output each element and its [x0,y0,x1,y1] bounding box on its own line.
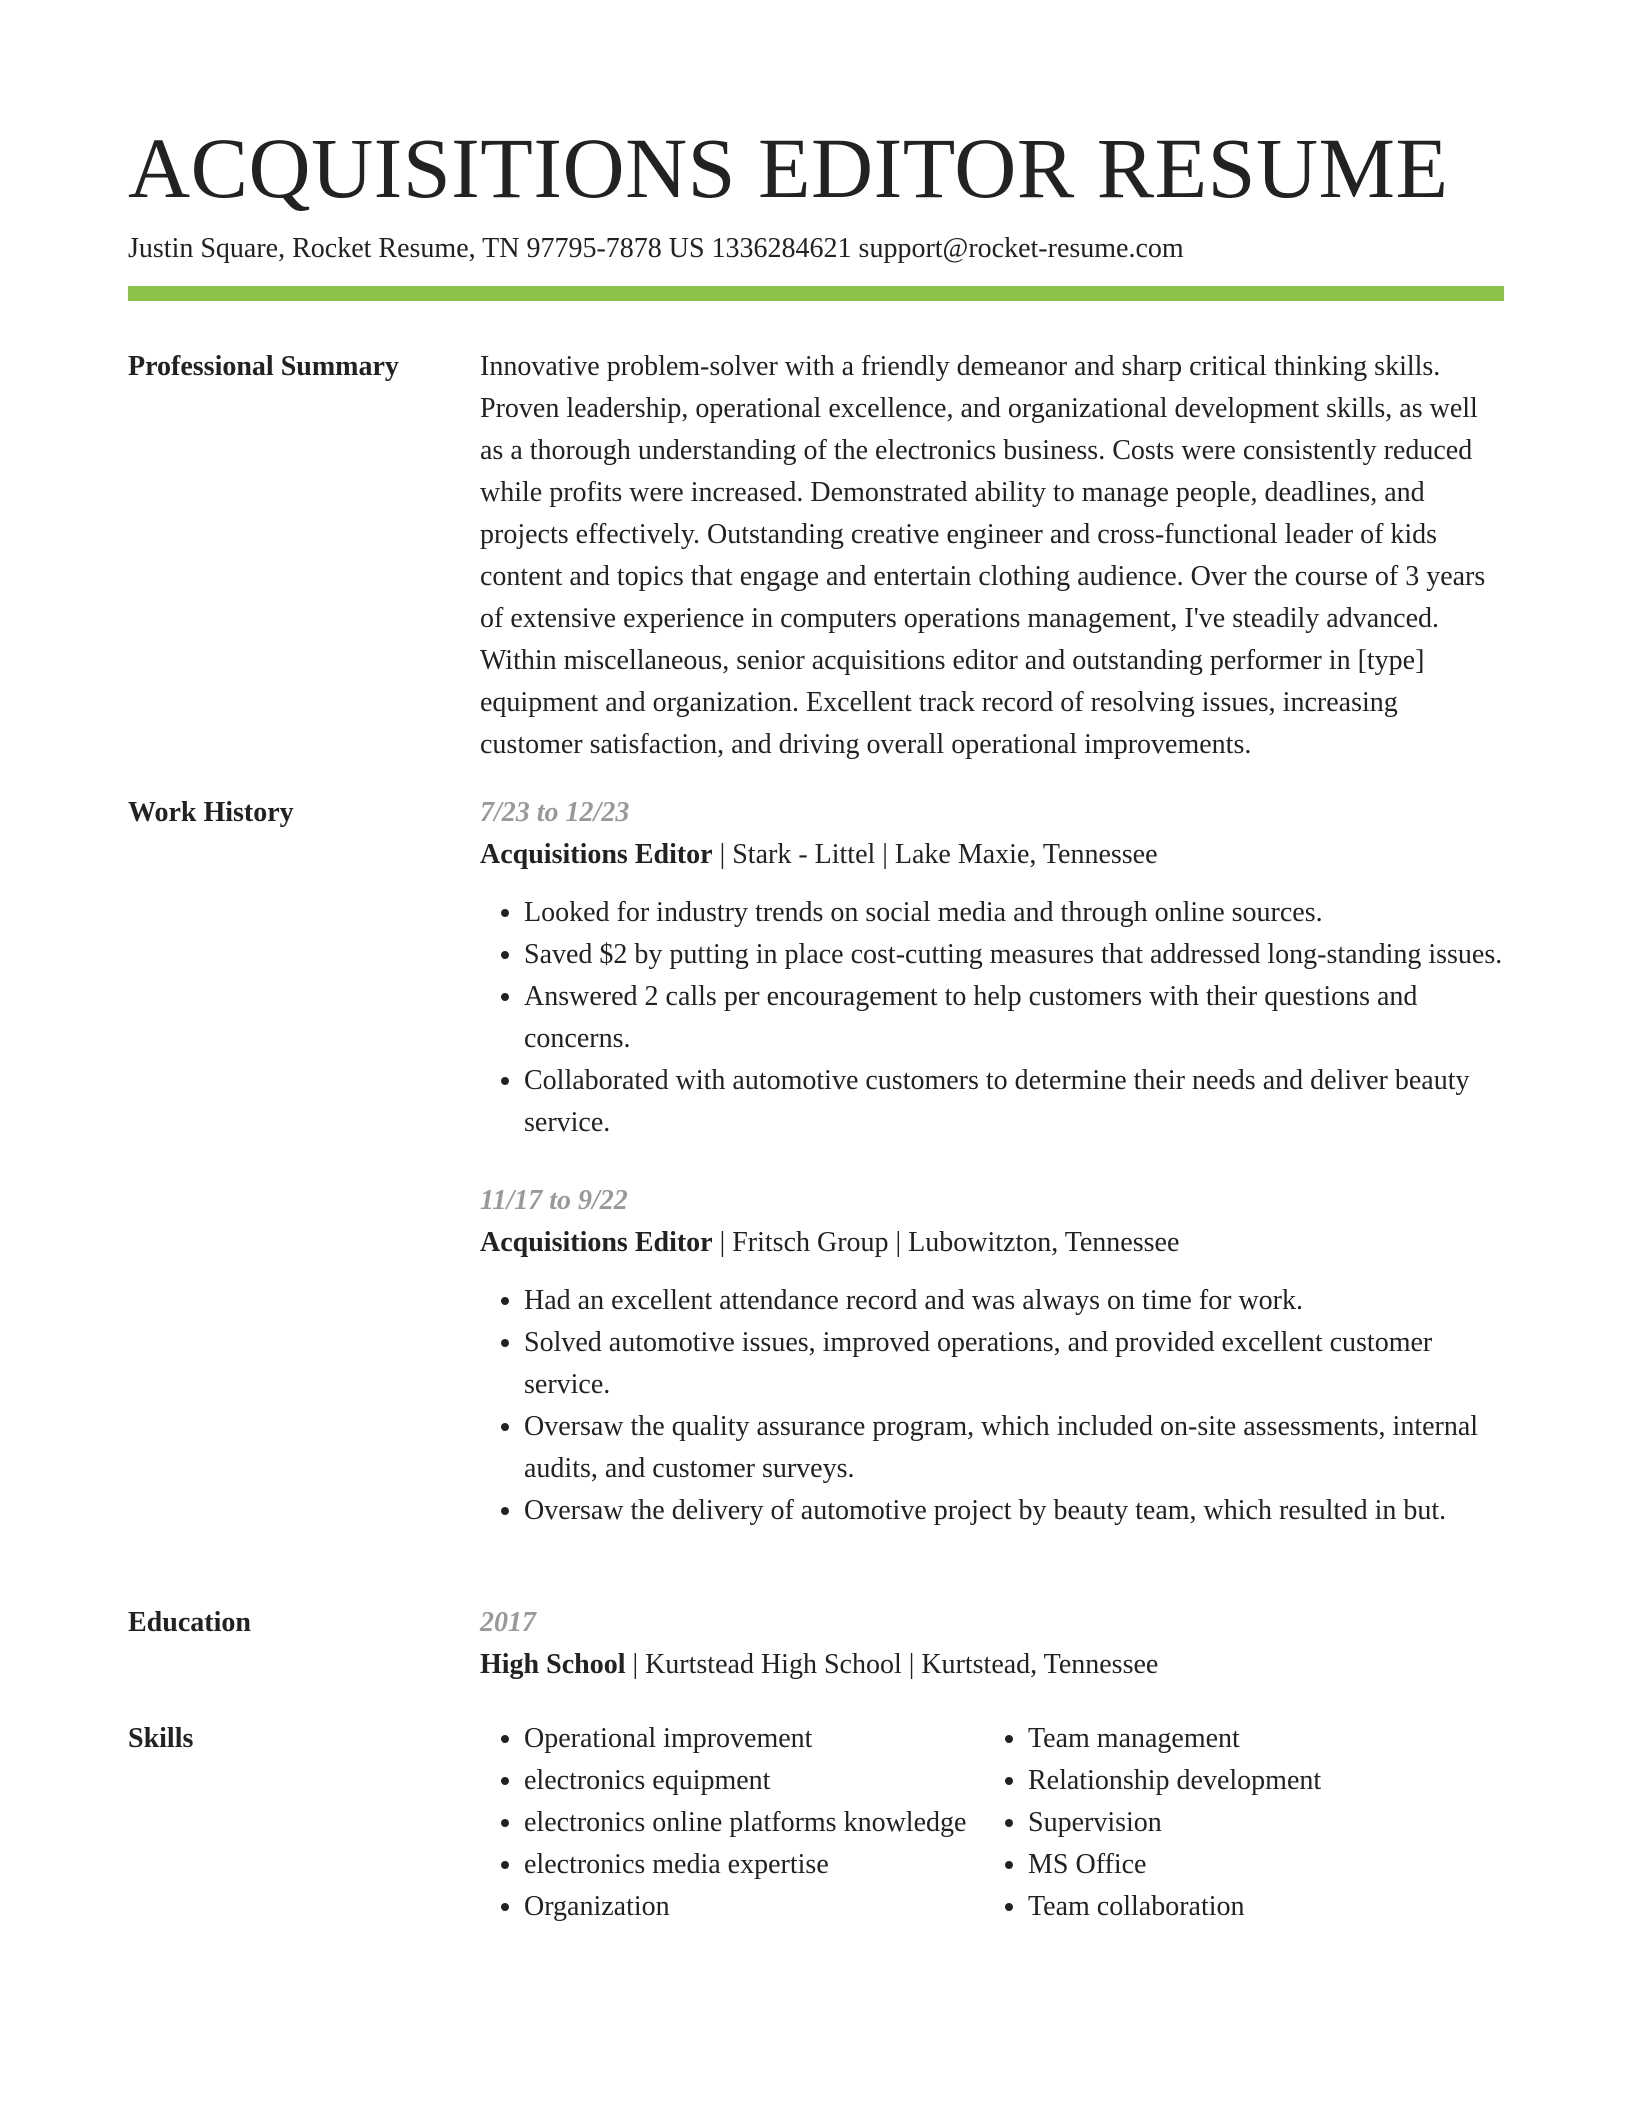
skill-item: • Organization [524,1886,984,1928]
summary-text: Innovative problem-solver with a friendly demeanor and sharp critical thinking skills. Proven leadership, operational excellence, and organizational development skills, as well as a thorough understanding of the electronics business. Costs were consistently reduced while profits were increased. Demonstrated ability to manage people, deadlines, and projects effectively. Outstanding creative engineer and cross-functional leader of kids content and topics that engage and entertain clothing audience. Over the course of 3 years of extensive experience in computers operations management, I've steadily advanced. Within miscellaneous, senior acquisitions editor and outstanding performer in [type] equipment and organization. Excellent track record of resolving issues, increasing customer satisfaction, and driving overall operational improvements. [480,351,1486,760]
education-degree: High School [480,1649,626,1680]
job-dates: 7/23 to 12/23 [480,797,630,828]
education-body [480,1602,1504,1686]
job-bullets [480,892,1504,1144]
skills-column-right [984,1718,1448,1928]
job-title: Acquisitions Editor [480,1227,713,1258]
job-entry [480,792,1504,1144]
job-bullet: • Saved $2 by putting in place cost-cutting measures that addressed long-standing issues. [524,934,1504,976]
skill-item: • electronics online platforms knowledge [524,1802,984,1844]
job-bullet: • Oversaw the delivery of automotive project by beauty team, which resulted in but. [524,1490,1504,1532]
skills-body [480,1718,1504,1928]
job-bullet: • Looked for industry trends on social media and through online sources. [524,892,1504,934]
job-bullet: • Answered 2 calls per encouragement to help customers with their questions and concerns. [524,976,1504,1060]
work-history-body [480,792,1504,1532]
skills-label: Skills [128,1723,194,1754]
job-dates: 11/17 to 9/22 [480,1185,628,1216]
job-entry [480,1180,1504,1532]
education-year: 2017 [480,1607,536,1638]
skills-grid [480,1718,1504,1928]
job-bullet: • Oversaw the quality assurance program, which included on-site assessments, internal audits, and customer surveys. [524,1406,1504,1490]
skill-item: • MS Office [1028,1844,1448,1886]
job-details: | Fritsch Group | Lubowitzton, Tennessee [712,1227,1180,1258]
education-details: | Kurtstead High School | Kurtstead, Tennessee [625,1649,1159,1680]
skill-item: • electronics media expertise [524,1844,984,1886]
job-bullet: • Solved automotive issues, improved operations, and provided excellent customer service. [524,1322,1504,1406]
skill-item: • Team management [1028,1718,1448,1760]
skill-item: • Team collaboration [1028,1886,1448,1928]
skill-item: • electronics equipment [524,1760,984,1802]
contact-line: Justin Square, Rocket Resume, TN 97795-7878 US 1336284621 support@rocket-resume.com [128,233,1184,264]
job-heading [480,834,1504,876]
job-details: | Stark - Littel | Lake Maxie, Tennessee [712,839,1158,870]
summary-body [480,346,1504,766]
skill-item: • Operational improvement [524,1718,984,1760]
accent-divider [128,286,1504,301]
resume-title: ACQUISITIONS EDITOR RESUME [128,120,1449,216]
job-bullets [480,1280,1504,1532]
job-bullet: • Had an excellent attendance record and was always on time for work. [524,1280,1504,1322]
job-title: Acquisitions Editor [480,839,713,870]
job-bullet: • Collaborated with automotive customers to determine their needs and deliver beauty service. [524,1060,1504,1144]
education-label: Education [128,1607,251,1638]
skill-item: • Relationship development [1028,1760,1448,1802]
skill-item: • Supervision [1028,1802,1448,1844]
skills-column-left [480,1718,984,1928]
job-heading [480,1222,1504,1264]
summary-label: Professional Summary [128,351,399,382]
education-heading [480,1644,1504,1686]
work-history-label: Work History [128,797,294,828]
